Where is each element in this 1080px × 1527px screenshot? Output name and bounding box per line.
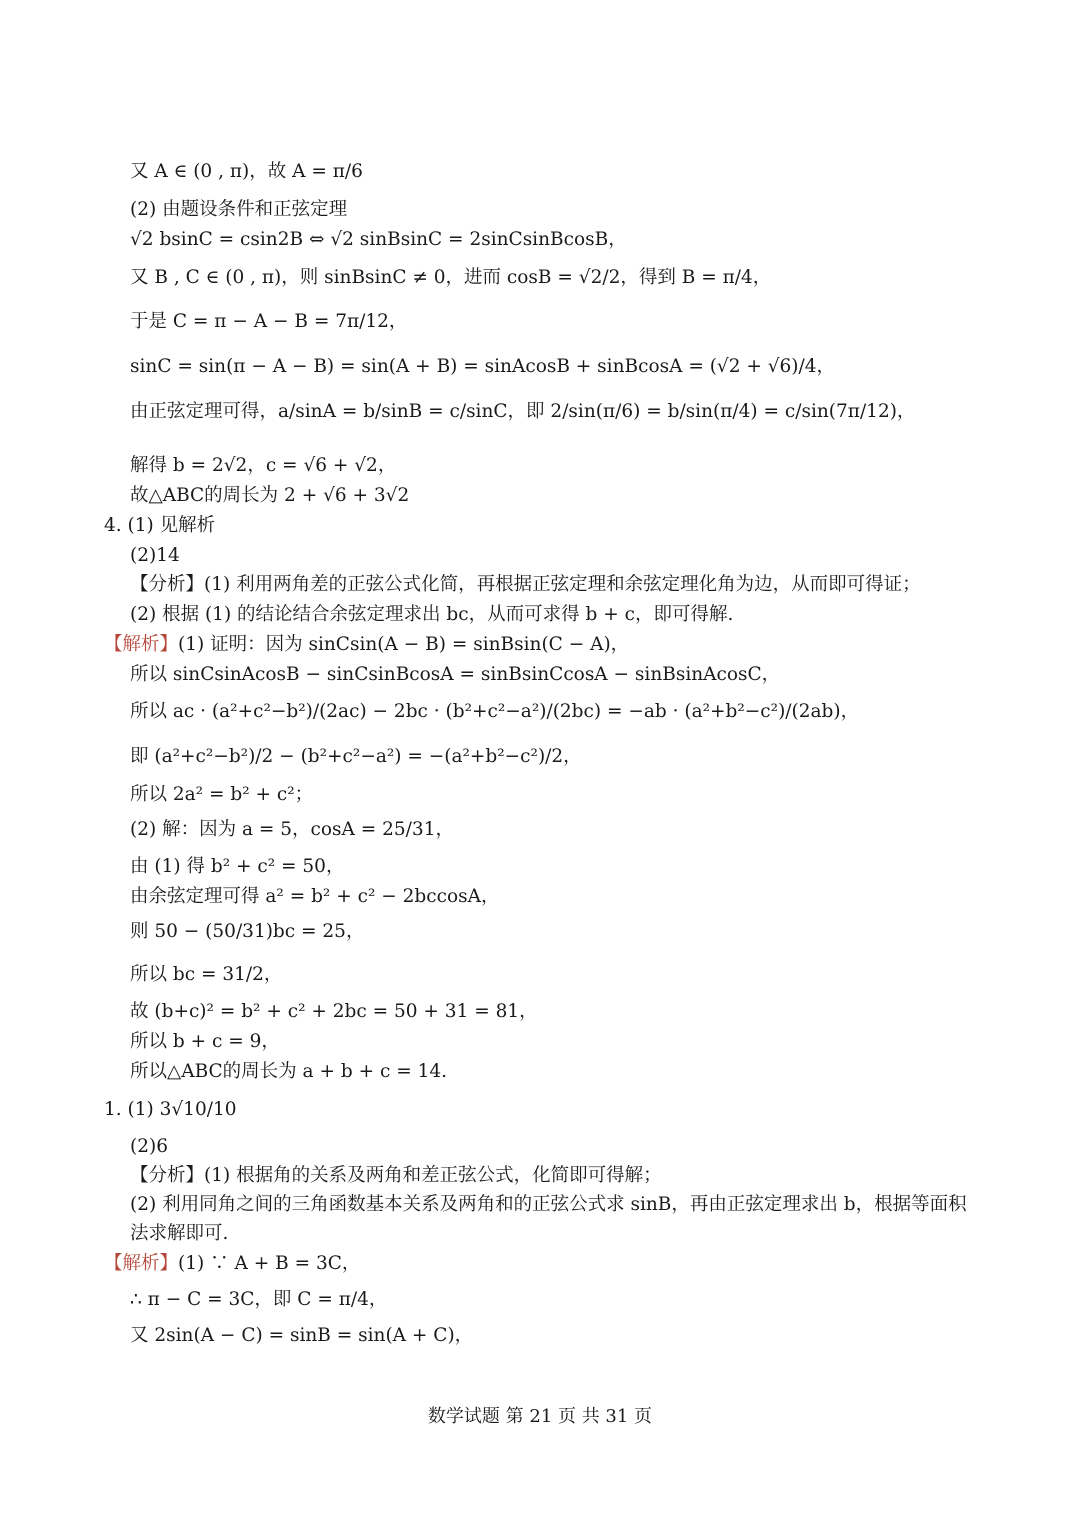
text-line: 又 B , C ∈ (0 , π)，则 sinBsinC ≠ 0，进而 cosB = √2/2，得到 B = π/4， xyxy=(130,267,772,288)
text-line: 则 50 − (50/31)bc = 25， xyxy=(130,921,365,942)
text-line: 故△ABC的周长为 2 + √6 + 3√2 xyxy=(130,485,410,506)
solution-label: 【解析】 xyxy=(104,634,179,655)
text-line: √2 bsinC = csin2B ⇔ √2 sinBsinC = 2sinCsinBcosB， xyxy=(130,229,627,250)
page-footer: 数学试题 第 21 页 共 31 页 xyxy=(427,1406,653,1427)
solution-line xyxy=(104,633,629,657)
text-line: 所以 ac · (a²+c²−b²)/(2ac) − 2bc · (b²+c²−a²)/(2bc) = −ab · (a²+b²−c²)/(2ab)， xyxy=(130,701,860,722)
text-line: (2)6 xyxy=(130,1136,168,1157)
text-line: 于是 C = π − A − B = 7π/12， xyxy=(130,311,408,332)
text-line: sinC = sin(π − A − B) = sin(A + B) = sinAcosB + sinBcosA = (√2 + √6)/4， xyxy=(130,356,836,377)
text-line: (2) 由题设条件和正弦定理 xyxy=(130,199,348,220)
analysis-summary: 【分析】(1) 根据角的关系及两角和差正弦公式，化简即可得解； xyxy=(130,1165,662,1186)
solution-line xyxy=(104,1252,360,1276)
text-line: (2) 利用同角之间的三角函数基本关系及两角和的正弦公式求 sinB，再由正弦定理求出 b，根据等面积 xyxy=(130,1194,967,1215)
text-line: 又 2sin(A − C) = sinB = sin(A + C)， xyxy=(130,1325,474,1346)
text-line: 由 (1) 得 b² + c² = 50， xyxy=(130,856,345,877)
text-line: 又 A ∈ (0 , π)，故 A = π/6 xyxy=(130,161,363,182)
solution-text: (1) ∵ A + B = 3C， xyxy=(178,1253,361,1274)
text-line: 所以 bc = 31/2， xyxy=(130,964,283,985)
text-line: 法求解即可. xyxy=(130,1223,229,1244)
analysis-summary: 【分析】(1) 利用两角差的正弦公式化简，再根据正弦定理和余弦定理化角为边，从而即可得证； xyxy=(130,574,921,595)
text-line: (2) 解：因为 a = 5，cosA = 25/31， xyxy=(130,819,454,840)
text-line: 解得 b = 2√2，c = √6 + √2， xyxy=(130,455,397,476)
solution-label: 【解析】 xyxy=(104,1253,179,1274)
text-line: (2) 根据 (1) 的结论结合余弦定理求出 bc，从而可求得 b + c，即可得解. xyxy=(130,604,734,625)
question-number-1: 1. (1) 3√10/10 xyxy=(104,1099,237,1120)
text-line: 所以 2a² = b² + c²； xyxy=(130,784,314,805)
text-line: 由余弦定理可得 a² = b² + c² − 2bccosA， xyxy=(130,886,500,907)
solution-text: (1) 证明：因为 sinCsin(A − B) = sinBsin(C − A)， xyxy=(178,634,630,655)
text-line: 所以 sinCsinAcosB − sinCsinBcosA = sinBsinCcosA − sinBsinAcosC， xyxy=(130,664,781,685)
text-line: 由正弦定理可得，a/sinA = b/sinB = c/sinC，即 2/sin(π/6) = b/sin(π/4) = c/sin(7π/12)， xyxy=(130,401,916,422)
text-line: ∴ π − C = 3C，即 C = π/4， xyxy=(130,1289,388,1310)
text-line: 故 (b+c)² = b² + c² + 2bc = 50 + 31 = 81， xyxy=(130,1001,538,1022)
text-line: 所以 b + c = 9， xyxy=(130,1031,280,1052)
text-line: 即 (a²+c²−b²)/2 − (b²+c²−a²) = −(a²+b²−c²)/2， xyxy=(130,746,582,767)
question-number-4: 4. (1) 见解析 xyxy=(104,515,216,536)
text-line: 所以△ABC的周长为 a + b + c = 14. xyxy=(130,1061,448,1082)
text-line: (2)14 xyxy=(130,545,180,566)
